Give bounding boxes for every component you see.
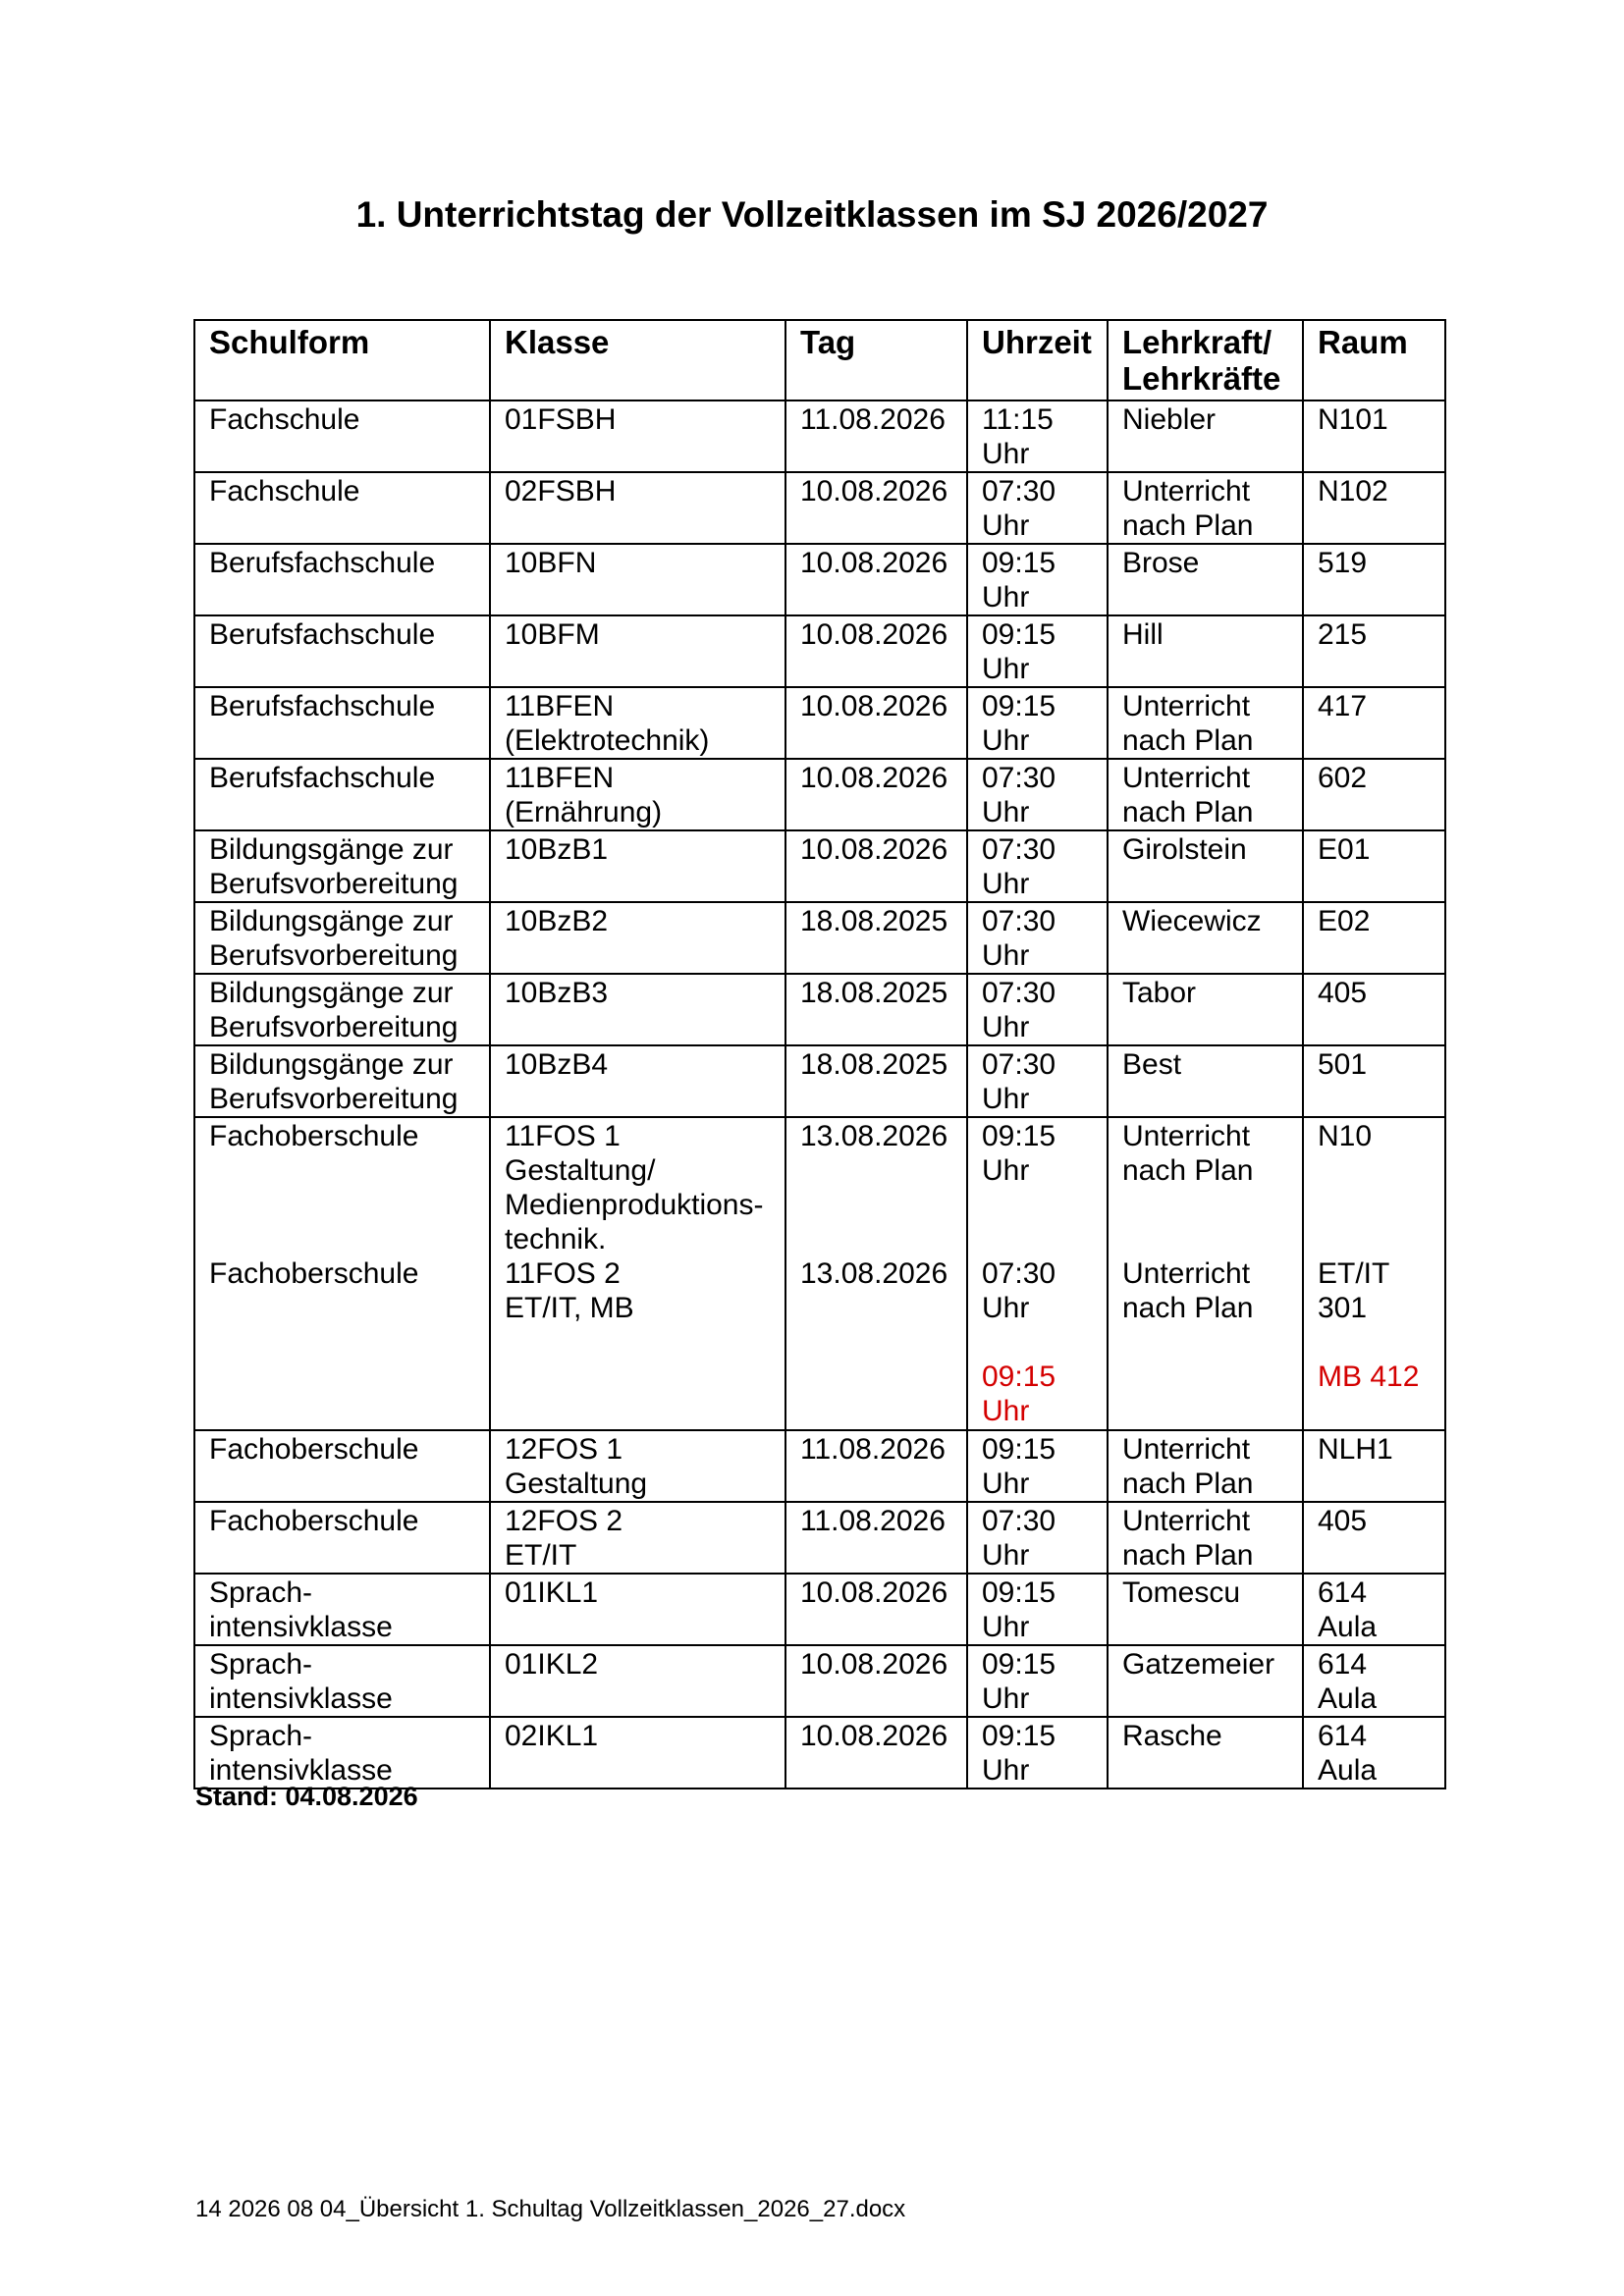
cell-line: 09:15 — [982, 1433, 1056, 1466]
cell-tag — [785, 1717, 967, 1789]
cell-line: Uhr — [982, 796, 1030, 828]
cell-line: Wiecewicz — [1122, 905, 1262, 937]
cell-line: 11:15 — [982, 403, 1054, 436]
cell-tag — [785, 615, 967, 687]
cell-line: Gatzemeier — [1122, 1648, 1275, 1681]
cell-line: 07:30 — [982, 833, 1056, 866]
cell-tag — [785, 472, 967, 544]
cell-raum — [1303, 615, 1445, 687]
cell-line: Rasche — [1122, 1720, 1222, 1752]
cell-lehrkraft — [1108, 974, 1303, 1045]
table-row — [194, 830, 1445, 902]
cell-tag — [785, 400, 967, 472]
cell-line: 405 — [1318, 977, 1368, 1009]
table-body-top — [194, 400, 1445, 1117]
table-row — [194, 472, 1445, 544]
cell-line: 11.08.2026 — [800, 1505, 946, 1537]
cell-raum — [1303, 1502, 1445, 1574]
cell-raum — [1303, 1645, 1445, 1717]
cell-lehrkraft — [1108, 1045, 1303, 1117]
cell-schulform — [194, 759, 490, 830]
cell-line: 10.08.2026 — [800, 475, 948, 507]
cell-line: 07:30 — [982, 1505, 1056, 1537]
cell-line: Unterricht — [1122, 1433, 1251, 1466]
cell-line: Fachoberschule — [209, 1433, 419, 1466]
cell-raum — [1303, 400, 1445, 472]
cell-schulform — [194, 902, 490, 974]
cell-line: 07:30 — [982, 1257, 1056, 1290]
cell-tag — [785, 1502, 967, 1574]
cell-line: 12FOS 1 — [505, 1433, 623, 1466]
cell-tag — [785, 1430, 967, 1502]
cell-uhrzeit — [967, 472, 1108, 544]
cell-tag — [785, 1117, 967, 1430]
table-row — [194, 1645, 1445, 1717]
cell-line: 09:15 — [982, 1576, 1056, 1609]
cell-schulform — [194, 1645, 490, 1717]
cell-line: Unterricht — [1122, 762, 1251, 794]
cell-line: 10BFM — [505, 618, 600, 651]
cell-line: 10.08.2026 — [800, 618, 948, 651]
cell-raum — [1303, 1045, 1445, 1117]
table-header-row — [194, 320, 1445, 400]
cell-line: Uhr — [982, 939, 1030, 972]
cell-line: 11BFEN — [505, 690, 615, 722]
cell-lehrkraft — [1108, 1502, 1303, 1574]
cell-klasse — [490, 974, 785, 1045]
cell-lehrkraft — [1108, 687, 1303, 759]
cell-line: 09:15 — [982, 547, 1056, 579]
cell-lehrkraft — [1108, 1117, 1303, 1430]
cell-line: 614 — [1318, 1720, 1368, 1752]
cell-line: intensivklasse — [209, 1682, 393, 1715]
cell-uhrzeit — [967, 1645, 1108, 1717]
cell-line: Unterricht — [1122, 690, 1251, 722]
cell-line: 13.08.2026 — [800, 1120, 948, 1152]
cell-line: 07:30 — [982, 475, 1056, 507]
cell-line: 11FOS 1 — [505, 1120, 621, 1152]
cell-line: 10BzB1 — [505, 833, 609, 866]
cell-line: Berufsfachschule — [209, 690, 436, 722]
cell-lehrkraft — [1108, 1574, 1303, 1645]
table-row — [194, 687, 1445, 759]
header-raum: Raum — [1303, 320, 1445, 400]
cell-schulform — [194, 830, 490, 902]
cell-lehrkraft — [1108, 472, 1303, 544]
cell-line: ET/IT — [1318, 1257, 1390, 1290]
cell-line: Berufsfachschule — [209, 762, 436, 794]
cell-tag — [785, 974, 967, 1045]
cell-line: nach Plan — [1122, 796, 1254, 828]
cell-klasse — [490, 830, 785, 902]
cell-line: 10BFN — [505, 547, 597, 579]
cell-schulform — [194, 974, 490, 1045]
cell-line-red: MB 412 — [1318, 1361, 1420, 1393]
cell-line: Unterricht — [1122, 475, 1251, 507]
cell-line: 614 — [1318, 1576, 1368, 1609]
cell-uhrzeit — [967, 1574, 1108, 1645]
cell-line: 11.08.2026 — [800, 1433, 946, 1466]
cell-line: N102 — [1318, 475, 1388, 507]
header-lehrkraft-line-1: Lehrkraft/ — [1122, 324, 1272, 360]
cell-line: 602 — [1318, 762, 1368, 794]
cell-line: 11FOS 2 — [505, 1257, 621, 1290]
cell-line: 13.08.2026 — [800, 1257, 948, 1290]
cell-line: Aula — [1318, 1611, 1378, 1643]
cell-line: Uhr — [982, 438, 1030, 470]
cell-line: 10BzB3 — [505, 977, 609, 1009]
cell-line: 09:15 — [982, 1120, 1056, 1152]
table-row — [194, 615, 1445, 687]
cell-tag — [785, 1045, 967, 1117]
cell-klasse — [490, 472, 785, 544]
cell-line: 02IKL1 — [505, 1720, 599, 1752]
cell-line: Hill — [1122, 618, 1164, 651]
cell-line: Medienproduktions- — [505, 1189, 764, 1221]
cell-line: Aula — [1318, 1754, 1378, 1787]
cell-line: Bildungsgänge zur — [209, 1048, 454, 1081]
cell-line: Unterricht — [1122, 1505, 1251, 1537]
cell-line: 301 — [1318, 1292, 1368, 1324]
cell-uhrzeit — [967, 400, 1108, 472]
cell-line: 10.08.2026 — [800, 1720, 948, 1752]
cell-line: Berufsfachschule — [209, 547, 436, 579]
cell-uhrzeit — [967, 830, 1108, 902]
cell-raum — [1303, 974, 1445, 1045]
cell-tag — [785, 759, 967, 830]
cell-raum — [1303, 830, 1445, 902]
cell-raum — [1303, 1430, 1445, 1502]
cell-line: intensivklasse — [209, 1754, 393, 1787]
cell-schulform — [194, 1117, 490, 1430]
cell-line: 10BzB2 — [505, 905, 609, 937]
cell-line: 07:30 — [982, 762, 1056, 794]
cell-klasse — [490, 759, 785, 830]
cell-line: Uhr — [982, 581, 1030, 614]
cell-line: Berufsfachschule — [209, 618, 436, 651]
cell-line: Uhr — [982, 509, 1030, 542]
cell-klasse — [490, 1717, 785, 1789]
cell-line: Berufsvorbereitung — [209, 939, 459, 972]
cell-schulform — [194, 1045, 490, 1117]
cell-line: Sprach- — [209, 1720, 313, 1752]
table-row — [194, 400, 1445, 472]
cell-raum — [1303, 472, 1445, 544]
header-uhrzeit: Uhrzeit — [967, 320, 1108, 400]
cell-lehrkraft — [1108, 1430, 1303, 1502]
table-row — [194, 1717, 1445, 1789]
cell-line: Fachoberschule — [209, 1505, 419, 1537]
cell-line: 01IKL1 — [505, 1576, 599, 1609]
cell-line: Uhr — [982, 868, 1030, 900]
cell-lehrkraft — [1108, 902, 1303, 974]
cell-uhrzeit — [967, 1430, 1108, 1502]
cell-line: Uhr — [982, 1154, 1030, 1187]
cell-line: Uhr — [982, 653, 1030, 685]
cell-line: N10 — [1318, 1120, 1373, 1152]
header-lehrkraft — [1108, 320, 1303, 400]
cell-klasse — [490, 902, 785, 974]
cell-schulform — [194, 1502, 490, 1574]
cell-line: 18.08.2025 — [800, 1048, 948, 1081]
cell-line: Best — [1122, 1048, 1182, 1081]
table-row — [194, 1574, 1445, 1645]
cell-line: 10BzB4 — [505, 1048, 609, 1081]
cell-line: 519 — [1318, 547, 1368, 579]
cell-line: 405 — [1318, 1505, 1368, 1537]
cell-line: 10.08.2026 — [800, 1576, 948, 1609]
cell-klasse — [490, 615, 785, 687]
cell-line: 09:15 — [982, 1720, 1056, 1752]
cell-line: 10.08.2026 — [800, 1648, 948, 1681]
cell-line: Uhr — [982, 1083, 1030, 1115]
cell-line: Girolstein — [1122, 833, 1247, 866]
cell-line: (Ernährung) — [505, 796, 663, 828]
cell-line: Uhr — [982, 1292, 1030, 1324]
cell-line: E02 — [1318, 905, 1371, 937]
cell-schulform — [194, 544, 490, 615]
cell-line: 10.08.2026 — [800, 762, 948, 794]
cell-tag — [785, 902, 967, 974]
table-body-bottom — [194, 1430, 1445, 1789]
cell-line: Tabor — [1122, 977, 1197, 1009]
cell-line-red: Uhr — [982, 1395, 1030, 1427]
cell-line: 417 — [1318, 690, 1368, 722]
cell-line: 11BFEN — [505, 762, 615, 794]
cell-uhrzeit — [967, 759, 1108, 830]
cell-line: Berufsvorbereitung — [209, 868, 459, 900]
cell-line: Uhr — [982, 1754, 1030, 1787]
cell-line: 07:30 — [982, 1048, 1056, 1081]
cell-klasse — [490, 1574, 785, 1645]
cell-raum — [1303, 1574, 1445, 1645]
cell-line: 09:15 — [982, 690, 1056, 722]
cell-line: 07:30 — [982, 977, 1056, 1009]
cell-line: 614 — [1318, 1648, 1368, 1681]
cell-line: nach Plan — [1122, 1539, 1254, 1572]
cell-klasse — [490, 1045, 785, 1117]
cell-line: Bildungsgänge zur — [209, 833, 454, 866]
cell-line: ET/IT, MB — [505, 1292, 634, 1324]
cell-uhrzeit — [967, 974, 1108, 1045]
cell-klasse — [490, 1117, 785, 1430]
cell-uhrzeit — [967, 902, 1108, 974]
cell-raum — [1303, 1717, 1445, 1789]
cell-uhrzeit — [967, 1045, 1108, 1117]
schedule-table — [193, 319, 1446, 1789]
cell-line: Fachschule — [209, 403, 360, 436]
cell-line: (Elektrotechnik) — [505, 724, 710, 757]
cell-line: Berufsvorbereitung — [209, 1011, 459, 1043]
cell-line: Tomescu — [1122, 1576, 1241, 1609]
cell-schulform — [194, 400, 490, 472]
cell-lehrkraft — [1108, 400, 1303, 472]
cell-klasse — [490, 400, 785, 472]
cell-line: Fachoberschule — [209, 1120, 419, 1152]
cell-lehrkraft — [1108, 1717, 1303, 1789]
cell-line: Aula — [1318, 1682, 1378, 1715]
cell-klasse — [490, 544, 785, 615]
table-row — [194, 544, 1445, 615]
cell-klasse — [490, 687, 785, 759]
table-row — [194, 759, 1445, 830]
header-lehrkraft-line-2: Lehrkräfte — [1122, 360, 1281, 397]
cell-tag — [785, 687, 967, 759]
cell-line: Fachschule — [209, 475, 360, 507]
cell-line: 09:15 — [982, 1648, 1056, 1681]
cell-uhrzeit — [967, 1117, 1108, 1430]
cell-line: nach Plan — [1122, 724, 1254, 757]
cell-line: 501 — [1318, 1048, 1368, 1081]
cell-schulform — [194, 615, 490, 687]
table-row — [194, 974, 1445, 1045]
cell-tag — [785, 830, 967, 902]
cell-line: Uhr — [982, 724, 1030, 757]
cell-line: intensivklasse — [209, 1611, 393, 1643]
cell-tag — [785, 1574, 967, 1645]
cell-line: nach Plan — [1122, 1154, 1254, 1187]
cell-line: 01FSBH — [505, 403, 617, 436]
table-row — [194, 902, 1445, 974]
cell-line: 215 — [1318, 618, 1368, 651]
cell-line: 01IKL2 — [505, 1648, 599, 1681]
cell-line: 07:30 — [982, 905, 1056, 937]
table-row — [194, 1045, 1445, 1117]
cell-uhrzeit — [967, 1502, 1108, 1574]
cell-line: nach Plan — [1122, 509, 1254, 542]
cell-line: 18.08.2025 — [800, 905, 948, 937]
cell-uhrzeit — [967, 1717, 1108, 1789]
cell-line: technik. — [505, 1223, 607, 1255]
cell-line: Bildungsgänge zur — [209, 905, 454, 937]
header-tag: Tag — [785, 320, 967, 400]
header-schulform: Schulform — [194, 320, 490, 400]
cell-uhrzeit — [967, 615, 1108, 687]
cell-line: 02FSBH — [505, 475, 617, 507]
cell-line: Uhr — [982, 1682, 1030, 1715]
cell-line: E01 — [1318, 833, 1371, 866]
cell-line: Gestaltung — [505, 1468, 648, 1500]
cell-lehrkraft — [1108, 759, 1303, 830]
cell-lehrkraft — [1108, 615, 1303, 687]
cell-line: Brose — [1122, 547, 1200, 579]
cell-line: Gestaltung/ — [505, 1154, 656, 1187]
cell-raum — [1303, 544, 1445, 615]
cell-line: NLH1 — [1318, 1433, 1393, 1466]
cell-klasse — [490, 1430, 785, 1502]
cell-tag — [785, 1645, 967, 1717]
cell-raum — [1303, 759, 1445, 830]
header-klasse: Klasse — [490, 320, 785, 400]
cell-klasse — [490, 1502, 785, 1574]
cell-line: Berufsvorbereitung — [209, 1083, 459, 1115]
cell-line: N101 — [1318, 403, 1388, 436]
cell-line: Bildungsgänge zur — [209, 977, 454, 1009]
cell-line-red: 09:15 — [982, 1361, 1056, 1393]
page-title: 1. Unterrichtstag der Vollzeitklassen im SJ 2026/2027 — [355, 194, 1269, 235]
cell-line: Unterricht — [1122, 1120, 1251, 1152]
cell-raum — [1303, 687, 1445, 759]
cell-tag — [785, 544, 967, 615]
cell-line: Uhr — [982, 1539, 1030, 1572]
cell-line: Unterricht — [1122, 1257, 1251, 1290]
cell-klasse — [490, 1645, 785, 1717]
cell-raum — [1303, 1117, 1445, 1430]
cell-line: ET/IT — [505, 1539, 577, 1572]
table-row-fos-11 — [194, 1117, 1445, 1430]
cell-line: nach Plan — [1122, 1292, 1254, 1324]
cell-line: 12FOS 2 — [505, 1505, 623, 1537]
table-row — [194, 1430, 1445, 1502]
cell-schulform — [194, 1574, 490, 1645]
cell-line: Uhr — [982, 1468, 1030, 1500]
cell-line: Sprach- — [209, 1648, 313, 1681]
cell-schulform — [194, 472, 490, 544]
cell-line: 11.08.2026 — [800, 403, 946, 436]
cell-schulform — [194, 1430, 490, 1502]
cell-line: 10.08.2026 — [800, 547, 948, 579]
cell-line: 18.08.2025 — [800, 977, 948, 1009]
cell-uhrzeit — [967, 687, 1108, 759]
cell-raum — [1303, 902, 1445, 974]
cell-lehrkraft — [1108, 544, 1303, 615]
table-row — [194, 1502, 1445, 1574]
cell-schulform — [194, 1717, 490, 1789]
table-body-fos — [194, 1117, 1445, 1430]
document-footer: 14 2026 08 04_Übersicht 1. Schultag Vollzeitklassen_2026_27.docx — [195, 2196, 906, 2222]
cell-line: 10.08.2026 — [800, 690, 948, 722]
cell-uhrzeit — [967, 544, 1108, 615]
cell-line: Uhr — [982, 1011, 1030, 1043]
stand-date: Stand: 04.08.2026 — [195, 1782, 418, 1811]
cell-line: 10.08.2026 — [800, 833, 948, 866]
cell-line: Fachoberschule — [209, 1257, 419, 1290]
cell-line: Sprach- — [209, 1576, 313, 1609]
cell-lehrkraft — [1108, 830, 1303, 902]
cell-line: Niebler — [1122, 403, 1217, 436]
cell-line: nach Plan — [1122, 1468, 1254, 1500]
cell-lehrkraft — [1108, 1645, 1303, 1717]
cell-line: 09:15 — [982, 618, 1056, 651]
cell-line: Uhr — [982, 1611, 1030, 1643]
cell-schulform — [194, 687, 490, 759]
